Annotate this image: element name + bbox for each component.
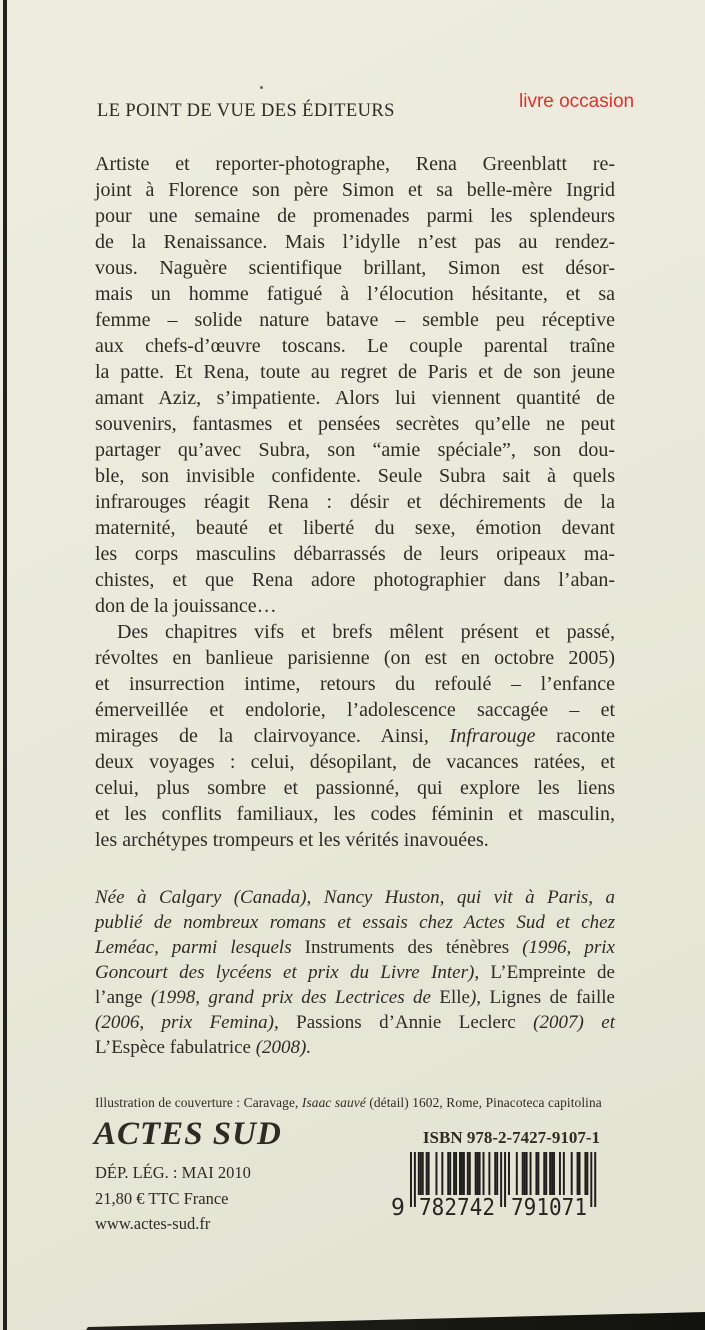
text-line: don de la jouissance… [95,595,277,617]
legal-deposit: DÉP. LÉG. : MAI 2010 [95,1163,251,1182]
synopsis-paragraph [95,151,615,619]
barcode-svg [390,1152,598,1218]
text-line: chistes, et que Rena adore photographier dans l’aban- [95,569,615,591]
text-line: Des chapitres vifs et brefs mêlent présent et passé, [117,621,615,643]
text-line [95,935,615,960]
text-segment: Elle [439,987,470,1008]
svg-text:782742: 782742 [419,1195,495,1218]
text-segment: (2008). [255,1037,312,1058]
author-bio [95,885,615,1060]
book-left-edge [3,0,7,1330]
text-line [95,1035,615,1060]
text-line: joint à Florence son père Simon et sa belle-mère Ingrid [95,179,615,201]
text-segment: l’ange [95,987,151,1008]
text-line: Artiste et reporter-photographe, Rena Greenblatt re- [95,153,615,175]
text-segment: Isaac sauvé [301,1095,370,1110]
synopsis-paragraph [95,619,615,853]
text-line: souvenirs, fantasmes et pensées secrètes qu’elle ne peut [95,413,615,435]
text-segment: L’Empreinte de [490,962,615,983]
text-line: mais un homme fatigué à l’élocution hésitante, et sa [95,283,615,305]
text-line: les archétypes trompeurs et les vérités inavouées. [95,829,489,851]
body-text [95,151,615,1060]
text-segment: raconte [535,725,616,747]
text-segment: Illustration de couverture : Caravage, [95,1095,302,1110]
text-line: les corps masculins débarrassés de leurs oripeaux ma- [95,543,615,565]
text-line: femme – solide nature batave – semble peu réceptive [95,309,615,331]
text-line [95,960,615,985]
text-line [95,723,615,749]
text-segment: (1998, grand prix des Lectrices de [150,987,440,1008]
svg-text:9: 9 [391,1195,405,1218]
text-line: et insurrection intime, retours du refoulé – l’enfance [95,673,615,695]
text-line: Née à Calgary (Canada), Nancy Huston, qui vit à Paris, a [95,887,615,908]
text-line [95,985,615,1010]
text-segment: Passions d’Annie Leclerc [296,1012,534,1033]
text-segment: Instruments des ténèbres [304,937,523,958]
text-segment: Leméac, parmi lesquels [95,937,305,958]
text-line: infrarouges réagit Rena : désir et déchirements de la [95,491,615,513]
isbn-label: ISBN 978-2-7427-9107-1 [422,1128,600,1147]
text-segment: (1996, prix [522,937,615,958]
text-line: aux chefs-d’œuvre toscans. Le couple parental traîne [95,335,615,357]
text-segment: ), [469,987,490,1008]
text-segment: Goncourt des lycéens et prix du Livre Inter), [95,962,491,983]
text-segment: (2007) et [533,1012,615,1033]
text-segment: mirages de la clairvoyance. Ainsi, [95,725,450,747]
ean-barcode [390,1152,598,1223]
text-line: amant Aziz, s’impatiente. Alors lui viennent quantité de [95,387,615,409]
text-line: vous. Naguère scientifique brillant, Simon est désor- [95,257,615,279]
text-line: deux voyages : celui, désopilant, de vacances ratées, et [95,751,615,773]
publisher-logo: ACTES SUD [94,1116,282,1152]
cover-credit [95,1095,615,1111]
text-line: ble, son invisible confidente. Seule Subra sait à quels [95,465,615,487]
editors-viewpoint-heading: LE POINT DE VUE DES ÉDITEURS [97,101,395,121]
text-segment: L’Espèce fabulatrice [95,1037,256,1058]
text-line: de la Renaissance. Mais l’idylle n’est pas au rendez- [95,231,615,253]
imprint-block [95,1160,251,1237]
text-segment: (2006, prix Femina), [95,1012,297,1033]
text-line: la patte. Et Rena, toute au regret de Paris et de son jeune [95,361,615,383]
text-line [95,1010,615,1035]
text-line: publié de nombreux romans et essais chez Actes Sud et chez [95,912,615,933]
text-line: pour une semaine de promenades parmi les splendeurs [95,205,615,227]
text-segment: (détail) 1602, Rome, Pinacoteca capitolina [369,1095,602,1110]
text-line: et les conflits familiaux, les codes féminin et masculin, [95,803,615,825]
svg-text:791071: 791071 [511,1195,587,1218]
text-segment: Infrarouge [449,725,536,747]
text-line: celui, plus sombre et passionné, qui explore les liens [95,777,615,799]
paper-speck [260,86,263,89]
text-line: maternité, beauté et liberté du sexe, émotion devant [95,517,615,539]
used-book-stamp: livre occasion [519,91,635,112]
text-line: révoltes en banlieue parisienne (on est en octobre 2005) [95,647,615,669]
website-url: www.actes-sud.fr [95,1214,211,1233]
price-label: 21,80 € TTC France [95,1188,229,1208]
text-segment: Lignes de faille [489,987,615,1008]
text-line: émerveillée et endolorie, l’adolescence saccagée – et [95,699,615,721]
text-line: partager qu’avec Subra, son “amie spéciale”, son dou- [95,439,615,461]
